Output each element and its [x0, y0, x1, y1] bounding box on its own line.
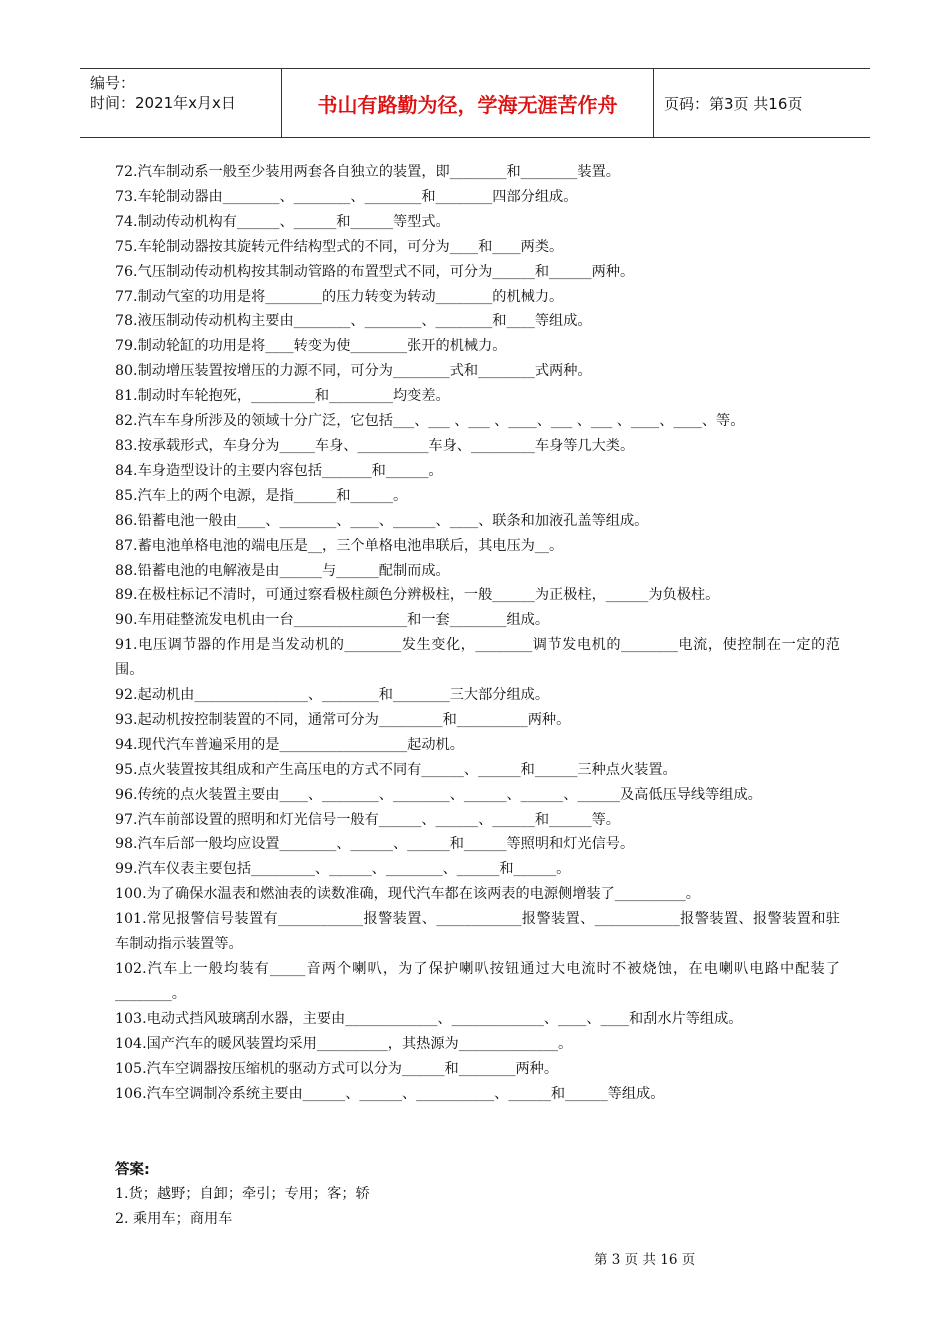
answer-item: 1.货；越野；自卸；牵引；专用；客；轿	[115, 1186, 370, 1202]
question-91: 91.电压调节器的作用是当发动机的________发生变化，________调节发电机的________电流，使控制在一定的范围。	[115, 637, 840, 679]
question-92: 92.起动机由________________、________和________三大部分组成。	[115, 687, 550, 704]
question-88: 88.铅蓄电池的电解液是由______与______配制而成。	[115, 562, 450, 579]
question-list	[115, 160, 840, 1106]
question-90: 90.车用硅整流发电机由一台________________和一套________组成。	[115, 612, 550, 629]
header-motto: 书山有路勤为径，学海无涯苦作舟	[282, 69, 654, 137]
question-84: 84.车身造型设计的主要内容包括_______和______。	[115, 462, 443, 479]
question-79: 79.制动轮缸的功用是将____转变为使________张开的机械力。	[115, 338, 507, 355]
question-85: 85.汽车上的两个电源，是指______和______。	[115, 487, 408, 504]
question-103: 103.电动式挡风玻璃刮水器，主要由_____________、_____________、____、____和刮水片等组成。	[115, 1010, 743, 1027]
answer-item: 2. 乘用车；商用车	[115, 1211, 233, 1227]
question-76: 76.气压制动传动机构按其制动管路的布置型式不同，可分为______和______两种。	[115, 263, 635, 280]
question-99: 99.汽车仪表主要包括_________、______、________、______和______。	[115, 861, 571, 878]
question-86: 86.铅蓄电池一般由____、________、____、______、____、联条和加液孔盖等组成。	[115, 512, 649, 529]
question-74: 74.制动传动机构有______、______和______等型式。	[115, 213, 450, 230]
question-75: 75.车轮制动器按其旋转元件结构型式的不同，可分为____和____两类。	[115, 238, 564, 255]
question-105: 105.汽车空调器按压缩机的驱动方式可以分为______和________两种。	[115, 1060, 559, 1077]
code-label: 编号：	[90, 74, 136, 92]
answers-title: 答案:	[115, 1162, 150, 1178]
header-page-number: 页码：第3页 共16页	[664, 94, 803, 113]
question-72: 72.汽车制动系一般至少装用两套各自独立的装置，即________和________装置。	[115, 164, 620, 180]
answer-list	[115, 1182, 840, 1232]
question-77: 77.制动气室的功用是将________的压力转变为转动________的机械力。	[115, 288, 564, 305]
question-102: 102.汽车上一般均装有_____音两个喇叭，为了保护喇叭按钮通过大电流时不被烧蚀，在电喇叭电路中配装了________。	[115, 961, 840, 1002]
question-83: 83.按承载形式，车身分为_____车身、__________车身、_________车身等几大类。	[115, 437, 635, 454]
question-93: 93.起动机按控制装置的不同，通常可分为_________和__________两种。	[115, 711, 571, 728]
question-95: 95.点火装置按其组成和产生高压电的方式不同有______、______和______三种点火装置。	[115, 761, 677, 778]
question-97: 97.汽车前部设置的照明和灯光信号一般有______、______、______和______等。	[115, 811, 620, 828]
date-label: 时间：2021年x月x日	[90, 94, 236, 112]
question-100: 100.为了确保水温表和燃油表的读数准确，现代汽车都在该两表的电源侧增装了__________。	[115, 886, 700, 903]
question-78: 78.液压制动传动机构主要由________、________、________和____等组成。	[115, 313, 592, 330]
question-80: 80.制动增压装置按增压的力源不同，可分为________式和________式两种。	[115, 363, 592, 380]
question-96: 96.传统的点火装置主要由____、________、________、______、______、______及高低压导线等组成。	[115, 786, 762, 803]
question-104: 104.国产汽车的暖风装置均采用__________，其热源为______________。	[115, 1035, 573, 1052]
question-73: 73.车轮制动器由________、________、________和________四部分组成。	[115, 188, 578, 205]
question-89: 89.在极柱标记不清时，可通过察看极柱颜色分辨极柱，一般______为正极柱，______为负极柱。	[115, 587, 720, 604]
page-footer: 第 3 页 共 16 页	[594, 1252, 696, 1268]
question-106: 106.汽车空调制冷系统主要由______、______、___________、______和______等组成。	[115, 1085, 665, 1102]
question-82: 82.汽车车身所涉及的领域十分广泛，它包括___、___ 、___ 、____、___ 、___ 、____、____、等。	[115, 413, 745, 430]
question-101: 101.常见报警信号装置有____________报警装置、____________报警装置、____________报警装置、报警装置和驻车制动指示装置等。	[115, 911, 840, 953]
question-81: 81.制动时车轮抱死，_________和_________均变差。	[115, 388, 450, 405]
question-94: 94.现代汽车普遍采用的是__________________起动机。	[115, 736, 464, 753]
question-87: 87.蓄电池单格电池的端电压是__，三个单格电池串联后，其电压为__。	[115, 537, 564, 554]
question-98: 98.汽车后部一般均应设置________、______、______和______等照明和灯光信号。	[115, 836, 635, 853]
page-header	[80, 68, 870, 138]
header-meta	[80, 69, 282, 137]
